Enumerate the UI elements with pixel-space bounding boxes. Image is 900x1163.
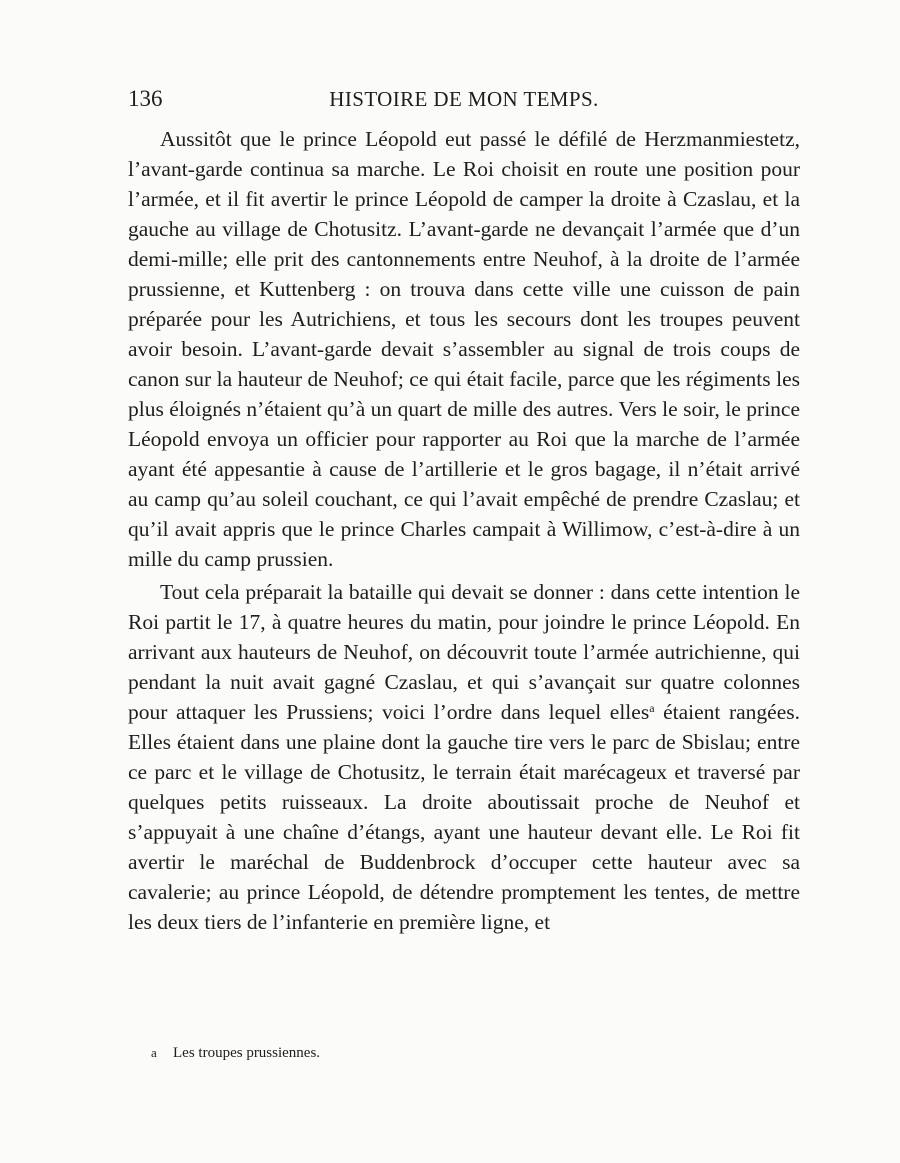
running-head: HISTOIRE DE MON TEMPS.	[329, 87, 599, 111]
paragraph	[128, 577, 800, 937]
footnote-marker: a	[649, 701, 655, 715]
paragraph: Aussitôt que le prince Léopold eut passé le défilé de Herzmanmiestetz, l’avant-garde continua sa marche. Le Roi choisit en route une position pour l’armée, et il fit avertir le prince Léopold de camper la droite à Czaslau, et la gauche au village de Chotusitz. L’avant-garde ne devançait l’armée que d’un demi-mille; elle prit des cantonnements entre Neuhof, à la droite de l’armée prussienne, et Kuttenberg : on trouva dans cette ville une cuisson de pain préparée pour les Autrichiens, et tous les secours dont les troupes peuvent avoir besoin. L’avant-garde devait s’assembler au signal de trois coups de canon sur la hauteur de Neuhof; ce qui était facile, parce que les régiments les plus éloignés n’étaient qu’à un quart de mille des autres. Vers le soir, le prince Léopold envoya un officier pour rapporter au Roi que la marche de l’armée ayant été appesantie à cause de l’artillerie et le gros bagage, il n’était arrivé au camp qu’au soleil couchant, ce qui l’avait empêché de prendre Czaslau; et qu’il avait appris que le prince Charles campait à Willimow, c’est-à-dire à un mille du camp prussien.	[128, 127, 800, 571]
page-number: 136	[128, 86, 163, 111]
body-text	[128, 124, 800, 937]
footnote-text: Les troupes prussiennes.	[173, 1045, 321, 1061]
footnote-letter: a	[151, 1045, 157, 1060]
page-header	[128, 84, 800, 114]
footnote	[151, 1043, 791, 1063]
paragraph-text: Tout cela préparait la bataille qui devait se donner : dans cette intention le Roi partit le 17, à quatre heures du matin, pour joindre le prince Léopold. En arrivant aux hauteurs de Neuhof, on découvrit toute l’armée autrichienne, qui pendant la nuit avait gagné Czaslau, et qui s’avançait sur quatre colonnes pour attaquer les Prussiens; voici l’ordre dans lequel elles	[128, 580, 800, 724]
paragraph-text: étaient rangées. Elles étaient dans une plaine dont la gauche tire vers le parc de Sbislau; entre ce parc et le village de Chotusitz, le terrain était marécageux et traversé par quelques petits ruisseaux. La droite aboutissait proche de Neuhof et s’appuyait à une chaîne d’étangs, ayant une hauteur devant elle. Le Roi fit avertir le maréchal de Buddenbrock d’occuper cette hauteur avec sa cavalerie; au prince Léopold, de détendre promptement les tentes, de mettre les deux tiers de l’infanterie en première ligne, et	[128, 700, 800, 934]
